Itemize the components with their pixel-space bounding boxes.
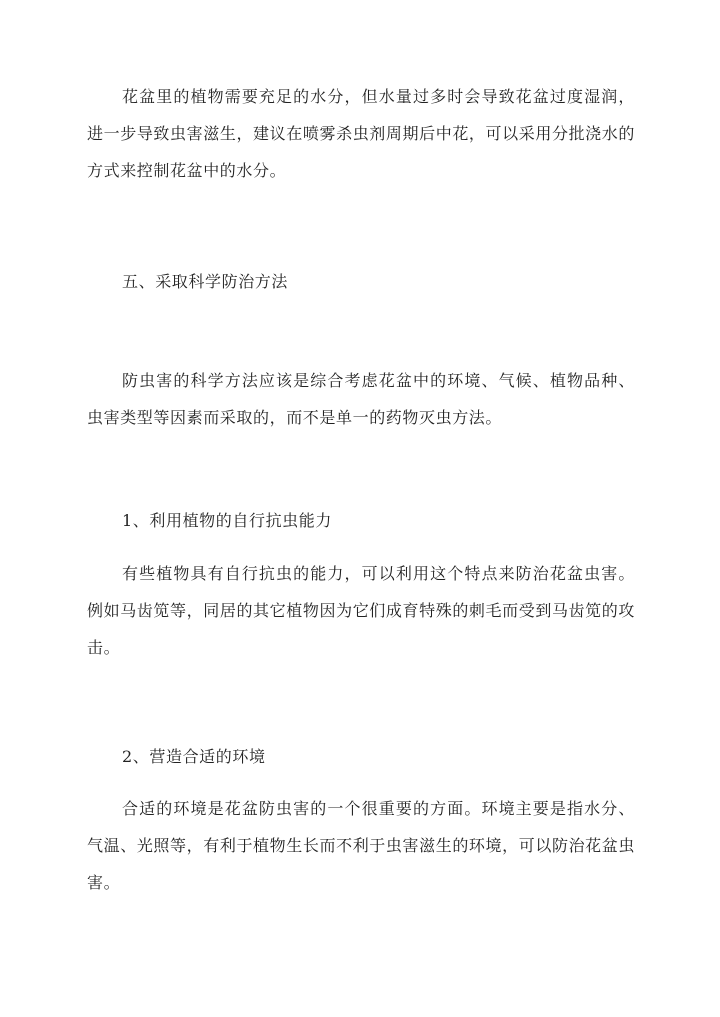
paragraph-scientific-methods-text: 防虫害的科学方法应该是综合考虑花盆中的环境、气候、植物品种、虫害类型等因素而采取的，而不是单一的药物灭虫方法。 bbox=[87, 371, 635, 427]
paragraph-watering-text: 花盆里的植物需要充足的水分，但水量过多时会导致花盆过度湿润，进一步导致虫害滋生，建议在喷雾杀虫剂周期后中花，可以采用分批浇水的方式来控制花盆中的水分。 bbox=[87, 87, 635, 180]
subheading-environment: 2、营造合适的环境 bbox=[122, 747, 266, 766]
paragraph-environment bbox=[87, 790, 635, 901]
paragraph-watering bbox=[87, 78, 635, 189]
paragraph-environment-text: 合适的环境是花盆防虫害的一个很重要的方面。环境主要是指水分、气温、光照等，有利于植物生长而不利于虫害滋生的环境，可以防治花盆虫害。 bbox=[87, 799, 635, 892]
section-heading-scientific-control: 五、采取科学防治方法 bbox=[122, 272, 289, 291]
paragraph-plant-resistance-text: 有些植物具有自行抗虫的能力，可以利用这个特点来防治花盆虫害。例如马齿笕等，同居的其它植物因为它们成育特殊的刺毛而受到马齿笕的攻击。 bbox=[87, 564, 635, 657]
paragraph-scientific-methods bbox=[87, 362, 635, 436]
subheading-plant-resistance: 1、利用植物的自行抗虫能力 bbox=[122, 511, 332, 530]
paragraph-plant-resistance bbox=[87, 555, 635, 666]
